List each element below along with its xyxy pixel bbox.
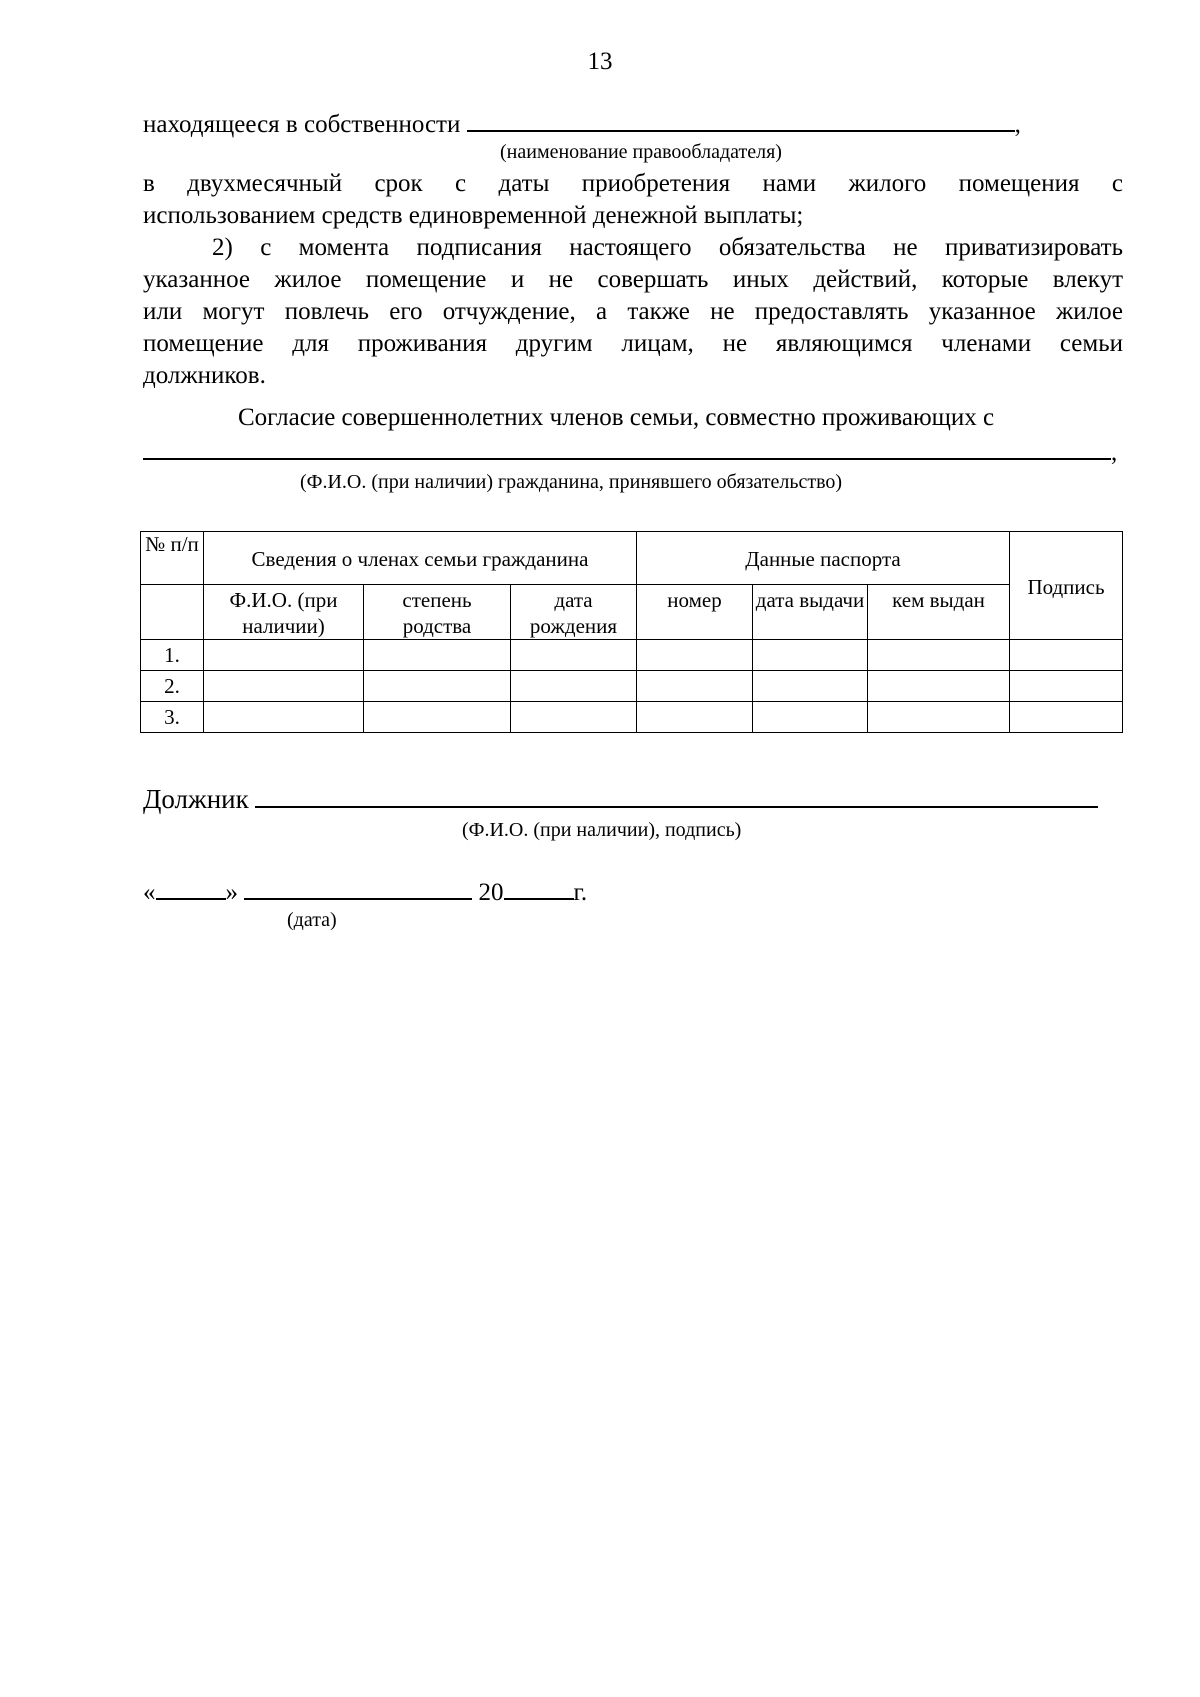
relation-cell[interactable] [364,640,511,671]
table-row [141,640,1123,671]
obligation-line-4: помещение для проживания другим лицам, не являющимся членами семьи [143,330,1123,357]
fio-cell[interactable] [204,671,364,702]
birth-date-cell[interactable] [511,640,637,671]
debtor-signature-field[interactable] [255,782,1098,808]
debtor-label: Должник [143,784,249,814]
issued-by-cell[interactable] [868,671,1010,702]
citizen-name-caption: (Ф.И.О. (при наличии) гражданина, принявшего обязательство) [300,471,843,493]
obligation-line-1: 2) с момента подписания настоящего обязательства не приватизировать [212,234,1123,261]
table-row [141,702,1123,733]
debtor-line [143,782,1123,815]
obligation-line-2: указанное жилое помещение и не совершать иных действий, которые влекут [143,266,1123,293]
issue-date-header: дата выдачи [753,585,868,640]
deadline-line-2: использованием средств единовременной денежной выплаты; [143,202,804,229]
table-row [141,671,1123,702]
citizen-name-comma: , [1111,439,1118,466]
family-members-table [140,531,1123,733]
debtor-caption: (Ф.И.О. (при наличии), подпись) [462,819,742,841]
relation-cell[interactable] [364,702,511,733]
col-num-sub [141,585,204,640]
fio-cell[interactable] [204,702,364,733]
issue-date-cell[interactable] [753,702,868,733]
fio-cell[interactable] [204,640,364,671]
signature-header: Подпись [1010,532,1123,640]
ownership-prefix: находящееся в собственности [143,111,461,138]
citizen-name-field[interactable] [143,436,1111,460]
obligation-line-3: или могут повлечь его отчуждение, а также не предоставлять указанное жилое [143,298,1123,325]
ownership-comma: , [1014,111,1021,138]
relation-header: степень родства [364,585,511,640]
passport-number-cell[interactable] [637,640,753,671]
passport-number-cell[interactable] [637,671,753,702]
birth-date-header: дата рождения [511,585,637,640]
signature-cell[interactable] [1010,640,1123,671]
ownership-line [143,108,1123,141]
table-subheader-row [141,585,1123,640]
signature-cell[interactable] [1010,671,1123,702]
owner-name-caption: (наименование правообладателя) [500,141,782,163]
row-number: 1. [141,640,204,671]
year-field[interactable] [504,876,574,900]
issued-by-cell[interactable] [868,702,1010,733]
birth-date-cell[interactable] [511,671,637,702]
date-caption: (дата) [287,909,337,931]
date-line [143,876,1123,909]
family-info-header: Сведения о членах семьи гражданина [204,532,637,585]
consent-line: Согласие совершеннолетних членов семьи, совместно проживающих с [238,404,995,431]
issue-date-cell[interactable] [753,671,868,702]
citizen-name-line [143,436,1123,469]
issue-date-cell[interactable] [753,640,868,671]
passport-data-header: Данные паспорта [637,532,1010,585]
date-open-quote: « [143,879,156,906]
birth-date-cell[interactable] [511,702,637,733]
signature-cell[interactable] [1010,702,1123,733]
issued-by-header: кем выдан [868,585,1010,640]
page-number: 13 [587,48,613,75]
date-close-quote: » [225,879,238,906]
day-field[interactable] [156,876,226,900]
table-header-row [141,532,1123,585]
month-field[interactable] [244,876,472,900]
obligation-line-5: должников. [143,362,266,389]
passport-number-header: номер [637,585,753,640]
col-num-header: № п/п [141,532,204,585]
row-number: 2. [141,671,204,702]
owner-name-field[interactable] [467,108,1015,132]
relation-cell[interactable] [364,671,511,702]
passport-number-cell[interactable] [637,702,753,733]
year-prefix: 20 [478,879,504,906]
deadline-line-1: в двухмесячный срок с даты приобретения нами жилого помещения с [143,170,1123,197]
row-number: 3. [141,702,204,733]
issued-by-cell[interactable] [868,640,1010,671]
year-suffix: г. [573,879,588,906]
fio-header: Ф.И.О. (при наличии) [204,585,364,640]
